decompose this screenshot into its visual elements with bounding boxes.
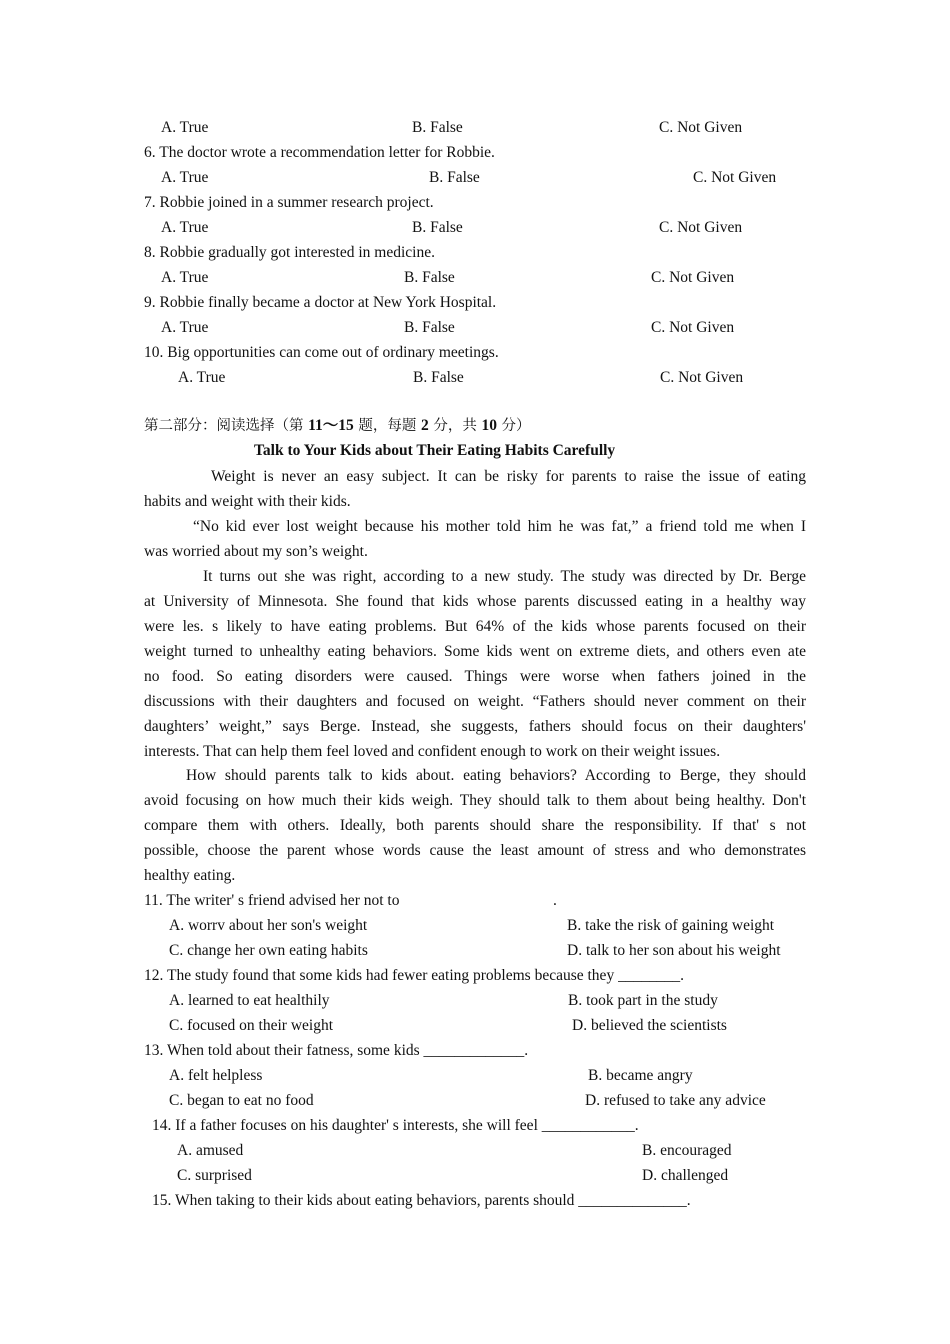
passage-line: were les. s likely to have eating problems. But 64% of the kids whose parents focused on their	[144, 618, 806, 635]
q11-option-b: B. take the risk of gaining weight	[567, 917, 775, 934]
q9-stem: 9. Robbie finally became a doctor at New York Hospital.	[144, 294, 497, 311]
passage-line: Weight is never an easy subject. It can be risky for parents to raise the issue of eating	[211, 468, 806, 485]
passage-line: weight turned to unhealthy eating behaviors. Some kids went on extreme diets, and others even ate	[144, 643, 806, 660]
q12-option-a: A. learned to eat healthily	[169, 992, 330, 1009]
q9-option-a: A. True	[161, 319, 209, 336]
passage-line: at University of Minnesota. She found that kids whose parents discussed eating in a healthy way	[144, 593, 806, 610]
q8-stem: 8. Robbie gradually got interested in medicine.	[144, 244, 435, 261]
passage-line: discussions with their daughters and focused on weight. “Fathers should never comment on their	[144, 693, 806, 710]
q13-option-c: C. began to eat no food	[169, 1092, 314, 1109]
passage-line: It turns out she was right, according to a new study. The study was directed by Dr. Berge	[203, 568, 806, 585]
q6-option-b: B. False	[429, 169, 480, 186]
q13-option-a: A. felt helpless	[169, 1067, 263, 1084]
passage-line: healthy eating.	[144, 867, 236, 884]
q11-option-a: A. worrv about her son's weight	[169, 917, 368, 934]
passage-line: compare them with others. Ideally, both parents should share the responsibility. If that' s not	[144, 817, 806, 834]
q5-option-b: B. False	[412, 119, 463, 136]
q7-option-b: B. False	[412, 219, 463, 236]
q6-stem: 6. The doctor wrote a recommendation letter for Robbie.	[144, 144, 495, 161]
q14-option-a: A. amused	[177, 1142, 244, 1159]
q10-option-a: A. True	[178, 369, 226, 386]
q11-option-c: C. change her own eating habits	[169, 942, 368, 959]
q10-option-b: B. False	[413, 369, 464, 386]
q6-option-c: C. Not Given	[693, 169, 777, 186]
passage-line: possible, choose the parent whose words cause the least amount of stress and who demonstrates	[144, 842, 806, 859]
q5-option-a: A. True	[161, 119, 209, 136]
q14-option-c: C. surprised	[177, 1167, 252, 1184]
q9-option-c: C. Not Given	[651, 319, 735, 336]
q5-option-c: C. Not Given	[659, 119, 743, 136]
q11-option-d: D. talk to her son about his weight	[567, 942, 781, 959]
passage-title: Talk to Your Kids about Their Eating Habits Carefully	[254, 442, 616, 459]
q10-option-c: C. Not Given	[660, 369, 744, 386]
q9-option-b: B. False	[404, 319, 455, 336]
q14-stem: 14. If a father focuses on his daughter' s interests, she will feel ____________.	[152, 1117, 639, 1134]
passage-line: daughters’ weight,” says Berge. Instead, she suggests, fathers should focus on their daughters'	[144, 718, 806, 735]
passage-line: was worried about my son’s weight.	[144, 543, 368, 560]
q14-option-b: B. encouraged	[642, 1142, 732, 1159]
q12-option-c: C. focused on their weight	[169, 1017, 334, 1034]
q15-stem: 15. When taking to their kids about eating behaviors, parents should ______________.	[152, 1192, 691, 1209]
q7-stem: 7. Robbie joined in a summer research project.	[144, 194, 434, 211]
q7-option-a: A. True	[161, 219, 209, 236]
q11-stem: 11. The writer' s friend advised her not to	[144, 892, 400, 909]
passage-line: habits and weight with their kids.	[144, 493, 351, 510]
q13-option-b: B. became angry	[588, 1067, 693, 1084]
passage-line: avoid focusing on how much their kids weigh. They should talk to them about being healthy. Don't	[144, 792, 806, 809]
q13-option-d: D. refused to take any advice	[585, 1092, 766, 1109]
passage-line: no food. So eating disorders were caused. Things were worse when fathers joined in the	[144, 668, 806, 685]
q11-blank-end: .	[553, 892, 557, 909]
q8-option-a: A. True	[161, 269, 209, 286]
q12-option-b: B. took part in the study	[568, 992, 718, 1009]
q12-option-d: D. believed the scientists	[572, 1017, 727, 1034]
passage-line: interests. That can help them feel loved and confident enough to work on their weight issues.	[144, 743, 721, 760]
q12-stem: 12. The study found that some kids had fewer eating problems because they ________.	[144, 967, 684, 984]
q13-stem: 13. When told about their fatness, some kids _____________.	[144, 1042, 529, 1059]
q7-option-c: C. Not Given	[659, 219, 743, 236]
section-heading: 第二部分：阅读选择（第 11～15 题，每题 2 分，共 10 分）	[144, 417, 531, 434]
q8-option-b: B. False	[404, 269, 455, 286]
q14-option-d: D. challenged	[642, 1167, 729, 1184]
passage-line: “No kid ever lost weight because his mother told him he was fat,” a friend told me when I	[193, 518, 806, 535]
passage-line: How should parents talk to kids about. eating behaviors? According to Berge, they should	[186, 767, 806, 784]
q10-stem: 10. Big opportunities can come out of ordinary meetings.	[144, 344, 499, 361]
q8-option-c: C. Not Given	[651, 269, 735, 286]
q6-option-a: A. True	[161, 169, 209, 186]
